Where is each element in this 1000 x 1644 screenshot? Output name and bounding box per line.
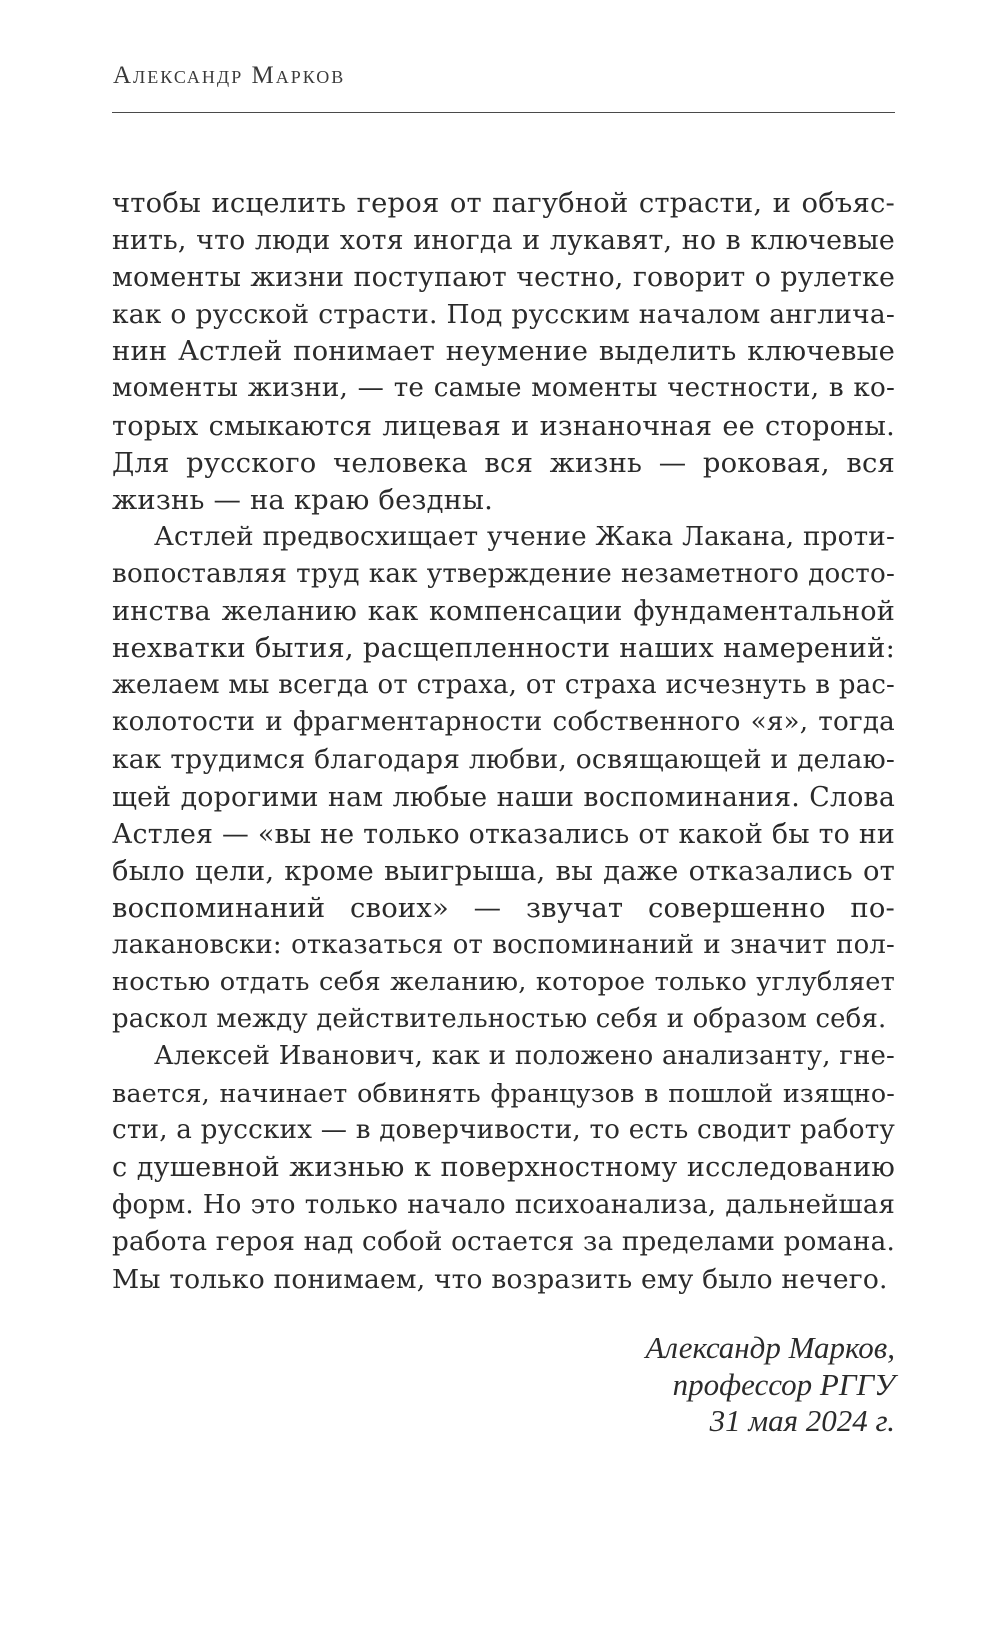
text-line: желаем мы всегда от страха, от страха исчезнуть в рас- xyxy=(112,670,895,701)
text-line: Астлея — «вы не только отказались от какой бы то ни xyxy=(112,818,895,850)
author-title: профессор РГГУ xyxy=(672,1366,895,1402)
text-line: раскол между действительностью себя и образом себя. xyxy=(112,1004,887,1035)
signature-block xyxy=(646,1330,895,1440)
text-line: Для русского человека вся жизнь — роковая, вся xyxy=(112,447,895,479)
text-line: было цели, кроме выигрыша, вы даже отказались от xyxy=(112,855,895,887)
header-rule xyxy=(112,112,895,113)
text-line: нин Астлей понимает неумение выделить ключевые xyxy=(112,336,895,368)
text-line: как трудимся благодаря любви, освящающей и делаю- xyxy=(112,744,895,776)
running-head: Александр Марков xyxy=(113,62,346,89)
text-line: моменты жизни поступают честно, говорит о рулетке xyxy=(112,262,895,294)
text-line: чтобы исцелить героя от пагубной страсти, и объяс- xyxy=(112,188,895,219)
text-line: сти, а русских — в доверчивости, то есть сводит работу xyxy=(112,1115,895,1146)
text-line: Алексей Иванович, как и положено анализанту, гне- xyxy=(154,1041,895,1072)
text-line: нехватки бытия, расщепленности наших намерений: xyxy=(112,633,895,665)
text-line: жизнь — на краю бездны. xyxy=(112,484,494,516)
text-line: работа героя над собой остается за пределами романа. xyxy=(112,1226,895,1257)
text-line: лакановски: отказаться от воспоминаний и значит пол- xyxy=(112,929,895,960)
text-line: Мы только понимаем, что возразить ему было нечего. xyxy=(112,1263,888,1295)
text-line: моменты жизни, — те самые моменты честности, в ко- xyxy=(112,373,895,404)
body-text xyxy=(112,185,895,1298)
text-line: щей дорогими нам любые наши воспоминания. Слова xyxy=(112,781,895,813)
text-line: колотости и фрагментарности собственного «я», тогда xyxy=(112,707,895,738)
text-line: Астлей предвосхищает учение Жака Лакана, проти- xyxy=(154,521,895,552)
text-line: инства желанию как компенсации фундаментальной xyxy=(112,596,895,628)
text-line: ностью отдать себя желанию, которое только углубляет xyxy=(112,966,895,997)
text-line: нить, что люди хотя иногда и лукавят, но в ключевые xyxy=(112,225,895,257)
text-line: торых смыкаются лицевая и изнаночная ее стороны. xyxy=(112,410,895,442)
text-line: вопоставляя труд как утверждение незаметного досто- xyxy=(112,558,895,589)
text-line: форм. Но это только начало психоанализа, дальнейшая xyxy=(112,1189,895,1220)
text-line: воспоминаний своих» — звучат совершенно по- xyxy=(112,892,895,924)
text-line: с душевной жизнью к поверхностному исследованию xyxy=(112,1152,895,1184)
text-line: вается, начинает обвинять французов в пошлой изящно- xyxy=(112,1079,895,1109)
text-line: как о русской страсти. Под русским началом англича- xyxy=(112,299,895,331)
author-name: Александр Марков, xyxy=(645,1330,895,1365)
signature-date: 31 мая 2024 г. xyxy=(709,1403,895,1438)
